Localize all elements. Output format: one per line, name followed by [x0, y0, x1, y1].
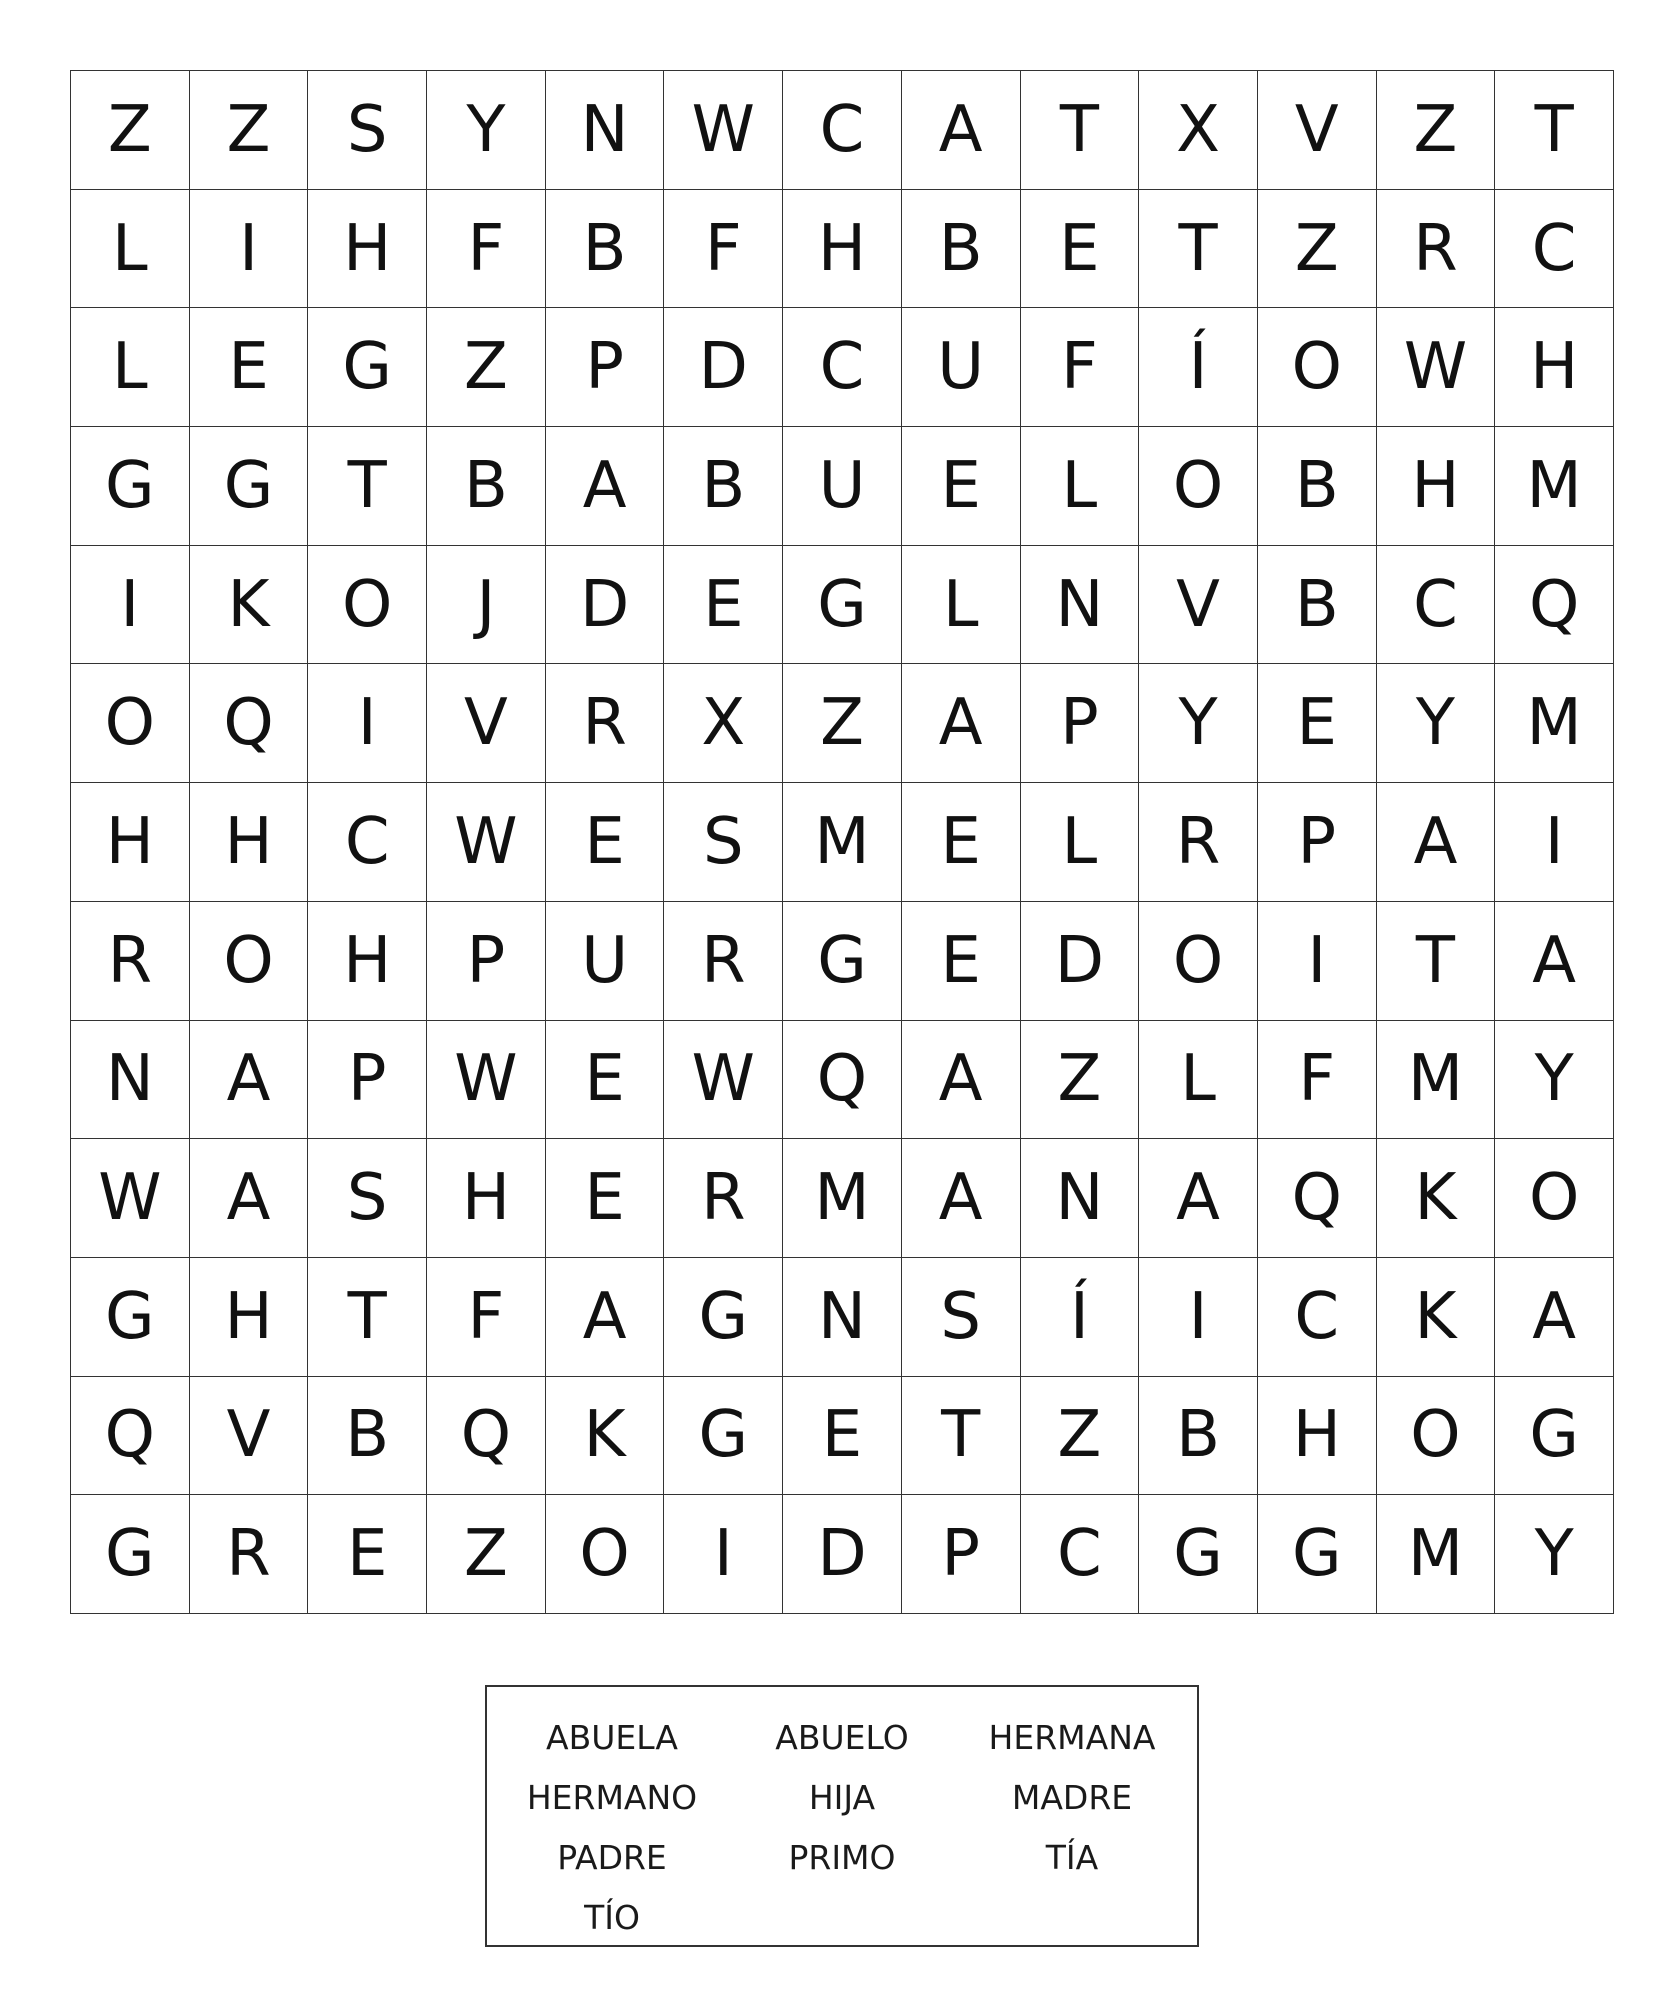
grid-cell[interactable]: I: [308, 664, 427, 783]
grid-cell[interactable]: M: [1377, 1021, 1496, 1140]
grid-cell[interactable]: Q: [1495, 546, 1614, 665]
grid-cell[interactable]: P: [308, 1021, 427, 1140]
grid-cell[interactable]: Z: [1258, 190, 1377, 309]
grid-cell[interactable]: T: [1139, 190, 1258, 309]
grid-cell[interactable]: I: [1258, 902, 1377, 1021]
grid-cell[interactable]: R: [664, 1139, 783, 1258]
grid-cell[interactable]: Z: [427, 1495, 546, 1614]
grid-cell[interactable]: T: [902, 1377, 1021, 1496]
grid-cell[interactable]: Q: [71, 1377, 190, 1496]
grid-cell[interactable]: D: [664, 308, 783, 427]
grid-cell[interactable]: K: [546, 1377, 665, 1496]
grid-cell[interactable]: H: [71, 783, 190, 902]
grid-cell[interactable]: T: [1377, 902, 1496, 1021]
grid-cell[interactable]: O: [308, 546, 427, 665]
grid-cell[interactable]: E: [308, 1495, 427, 1614]
grid-cell[interactable]: P: [1021, 664, 1140, 783]
word-bank-item: TÍO: [584, 1897, 640, 1937]
grid-cell[interactable]: W: [427, 783, 546, 902]
grid-cell[interactable]: D: [783, 1495, 902, 1614]
grid-cell[interactable]: V: [1139, 546, 1258, 665]
grid-cell[interactable]: L: [1021, 783, 1140, 902]
grid-cell[interactable]: H: [190, 783, 309, 902]
grid-cell[interactable]: G: [664, 1258, 783, 1377]
grid-cell[interactable]: B: [902, 190, 1021, 309]
grid-cell[interactable]: A: [546, 427, 665, 546]
grid-cell[interactable]: G: [308, 308, 427, 427]
grid-cell[interactable]: P: [427, 902, 546, 1021]
grid-cell[interactable]: A: [1495, 1258, 1614, 1377]
grid-cell[interactable]: L: [1021, 427, 1140, 546]
grid-cell[interactable]: H: [1495, 308, 1614, 427]
grid-cell[interactable]: N: [1021, 546, 1140, 665]
grid-cell[interactable]: M: [783, 783, 902, 902]
grid-cell[interactable]: J: [427, 546, 546, 665]
grid-cell[interactable]: V: [427, 664, 546, 783]
grid-cell[interactable]: R: [546, 664, 665, 783]
grid-cell[interactable]: V: [190, 1377, 309, 1496]
grid-cell[interactable]: E: [190, 308, 309, 427]
grid-cell[interactable]: G: [1139, 1495, 1258, 1614]
grid-cell[interactable]: A: [902, 71, 1021, 190]
grid-cell[interactable]: H: [1258, 1377, 1377, 1496]
grid-cell[interactable]: W: [71, 1139, 190, 1258]
grid-cell[interactable]: A: [902, 664, 1021, 783]
grid-cell[interactable]: P: [546, 308, 665, 427]
grid-cell[interactable]: W: [1377, 308, 1496, 427]
grid-cell[interactable]: Z: [783, 664, 902, 783]
grid-cell[interactable]: R: [190, 1495, 309, 1614]
grid-cell[interactable]: X: [664, 664, 783, 783]
grid-cell[interactable]: F: [427, 190, 546, 309]
grid-cell[interactable]: G: [71, 1495, 190, 1614]
grid-cell[interactable]: N: [71, 1021, 190, 1140]
grid-cell[interactable]: M: [783, 1139, 902, 1258]
grid-cell[interactable]: G: [783, 546, 902, 665]
grid-cell[interactable]: E: [1021, 190, 1140, 309]
grid-cell[interactable]: A: [546, 1258, 665, 1377]
grid-cell[interactable]: B: [1258, 427, 1377, 546]
grid-cell[interactable]: E: [546, 783, 665, 902]
grid-cell[interactable]: C: [308, 783, 427, 902]
grid-cell[interactable]: E: [902, 902, 1021, 1021]
grid-cell[interactable]: I: [71, 546, 190, 665]
grid-cell[interactable]: Z: [1377, 71, 1496, 190]
grid-cell[interactable]: R: [1377, 190, 1496, 309]
grid-cell[interactable]: E: [902, 427, 1021, 546]
grid-cell[interactable]: Í: [1139, 308, 1258, 427]
grid-cell[interactable]: U: [783, 427, 902, 546]
grid-cell[interactable]: C: [1258, 1258, 1377, 1377]
grid-cell[interactable]: G: [664, 1377, 783, 1496]
grid-cell[interactable]: N: [783, 1258, 902, 1377]
grid-cell[interactable]: Y: [427, 71, 546, 190]
grid-cell[interactable]: X: [1139, 71, 1258, 190]
grid-cell[interactable]: E: [902, 783, 1021, 902]
grid-cell[interactable]: R: [664, 902, 783, 1021]
grid-cell[interactable]: U: [902, 308, 1021, 427]
grid-cell[interactable]: C: [1021, 1495, 1140, 1614]
grid-cell[interactable]: A: [902, 1021, 1021, 1140]
grid-cell[interactable]: O: [1258, 308, 1377, 427]
grid-cell[interactable]: N: [1021, 1139, 1140, 1258]
grid-cell[interactable]: G: [71, 1258, 190, 1377]
word-bank-item: ABUELA: [546, 1717, 678, 1757]
grid-cell[interactable]: O: [1377, 1377, 1496, 1496]
grid-cell[interactable]: Y: [1495, 1495, 1614, 1614]
grid-cell[interactable]: K: [1377, 1258, 1496, 1377]
grid-cell[interactable]: H: [783, 190, 902, 309]
grid-cell[interactable]: H: [427, 1139, 546, 1258]
letter-grid: [70, 70, 1614, 1614]
grid-cell[interactable]: I: [1139, 1258, 1258, 1377]
grid-cell[interactable]: T: [308, 1258, 427, 1377]
grid-cell[interactable]: L: [1139, 1021, 1258, 1140]
grid-cell[interactable]: H: [308, 902, 427, 1021]
grid-cell[interactable]: A: [1495, 902, 1614, 1021]
grid-cell[interactable]: L: [71, 190, 190, 309]
word-list: [487, 1707, 1197, 1947]
grid-cell[interactable]: R: [71, 902, 190, 1021]
grid-cell[interactable]: G: [1495, 1377, 1614, 1496]
grid-cell[interactable]: O: [546, 1495, 665, 1614]
grid-cell[interactable]: I: [190, 190, 309, 309]
grid-cell[interactable]: Q: [1258, 1139, 1377, 1258]
grid-cell[interactable]: H: [1377, 427, 1496, 546]
grid-cell[interactable]: B: [427, 427, 546, 546]
grid-cell[interactable]: Q: [190, 664, 309, 783]
grid-cell[interactable]: O: [1495, 1139, 1614, 1258]
grid-cell[interactable]: W: [427, 1021, 546, 1140]
grid-cell[interactable]: B: [546, 190, 665, 309]
grid-cell[interactable]: W: [664, 1021, 783, 1140]
grid-cell[interactable]: Z: [427, 308, 546, 427]
grid-cell[interactable]: Y: [1377, 664, 1496, 783]
grid-cell[interactable]: Q: [427, 1377, 546, 1496]
grid-cell[interactable]: A: [902, 1139, 1021, 1258]
grid-cell[interactable]: U: [546, 902, 665, 1021]
grid-cell[interactable]: E: [664, 546, 783, 665]
word-bank-item: HERMANO: [526, 1777, 698, 1817]
grid-cell[interactable]: P: [1258, 783, 1377, 902]
word-bank: [485, 1685, 1199, 1947]
grid-cell[interactable]: F: [1021, 308, 1140, 427]
grid-cell[interactable]: T: [1021, 71, 1140, 190]
grid-cell[interactable]: O: [71, 664, 190, 783]
grid-cell[interactable]: Y: [1495, 1021, 1614, 1140]
word-bank-item: ABUELO: [775, 1717, 909, 1757]
grid-cell[interactable]: Z: [71, 71, 190, 190]
grid-cell[interactable]: Z: [1021, 1021, 1140, 1140]
grid-cell[interactable]: E: [783, 1377, 902, 1496]
grid-cell[interactable]: V: [1258, 71, 1377, 190]
grid-cell[interactable]: H: [190, 1258, 309, 1377]
grid-cell[interactable]: G: [190, 427, 309, 546]
grid-cell[interactable]: R: [1139, 783, 1258, 902]
grid-cell[interactable]: A: [1377, 783, 1496, 902]
grid-cell[interactable]: P: [902, 1495, 1021, 1614]
grid-cell[interactable]: B: [308, 1377, 427, 1496]
grid-cell[interactable]: H: [308, 190, 427, 309]
word-bank-item: PRIMO: [788, 1837, 896, 1877]
word-bank-item: MADRE: [1011, 1777, 1133, 1817]
grid-cell[interactable]: T: [1495, 71, 1614, 190]
grid-cell[interactable]: G: [783, 902, 902, 1021]
grid-cell[interactable]: Y: [1139, 664, 1258, 783]
word-bank-item: TÍA: [1045, 1837, 1099, 1877]
grid-cell[interactable]: S: [308, 71, 427, 190]
grid-cell[interactable]: A: [190, 1139, 309, 1258]
grid-cell[interactable]: C: [783, 71, 902, 190]
grid-cell[interactable]: D: [1021, 902, 1140, 1021]
grid-cell[interactable]: M: [1495, 427, 1614, 546]
grid-cell[interactable]: C: [1495, 190, 1614, 309]
grid-cell[interactable]: B: [1258, 546, 1377, 665]
grid-cell[interactable]: D: [546, 546, 665, 665]
grid-cell[interactable]: Z: [1021, 1377, 1140, 1496]
grid-cell[interactable]: L: [71, 308, 190, 427]
grid-cell[interactable]: F: [664, 190, 783, 309]
word-bank-item: HIJA: [808, 1777, 876, 1817]
grid-cell[interactable]: E: [546, 1139, 665, 1258]
grid-cell[interactable]: C: [1377, 546, 1496, 665]
grid-cell[interactable]: A: [190, 1021, 309, 1140]
grid-cell[interactable]: B: [1139, 1377, 1258, 1496]
grid-cell[interactable]: E: [546, 1021, 665, 1140]
grid-cell[interactable]: F: [427, 1258, 546, 1377]
word-bank-item: HERMANA: [988, 1717, 1156, 1757]
grid-cell[interactable]: S: [308, 1139, 427, 1258]
grid-cell[interactable]: A: [1139, 1139, 1258, 1258]
grid-cell[interactable]: F: [1258, 1021, 1377, 1140]
grid-cell[interactable]: M: [1495, 664, 1614, 783]
grid-cell[interactable]: E: [1258, 664, 1377, 783]
word-bank-item: PADRE: [557, 1837, 667, 1877]
grid-cell[interactable]: S: [664, 783, 783, 902]
grid-cell[interactable]: M: [1377, 1495, 1496, 1614]
grid-cell[interactable]: W: [664, 71, 783, 190]
grid-cell[interactable]: K: [1377, 1139, 1496, 1258]
grid-cell[interactable]: O: [190, 902, 309, 1021]
grid-cell[interactable]: I: [664, 1495, 783, 1614]
grid-cell[interactable]: N: [546, 71, 665, 190]
grid-cell[interactable]: Í: [1021, 1258, 1140, 1377]
grid-cell[interactable]: L: [902, 546, 1021, 665]
grid-cell[interactable]: G: [71, 427, 190, 546]
grid-cell[interactable]: C: [783, 308, 902, 427]
grid-cell[interactable]: O: [1139, 902, 1258, 1021]
grid-cell[interactable]: S: [902, 1258, 1021, 1377]
grid-cell[interactable]: Q: [783, 1021, 902, 1140]
grid-cell[interactable]: B: [664, 427, 783, 546]
grid-cell[interactable]: O: [1139, 427, 1258, 546]
grid-cell[interactable]: K: [190, 546, 309, 665]
grid-cell[interactable]: I: [1495, 783, 1614, 902]
grid-cell[interactable]: T: [308, 427, 427, 546]
grid-cell[interactable]: G: [1258, 1495, 1377, 1614]
grid-cell[interactable]: Z: [190, 71, 309, 190]
